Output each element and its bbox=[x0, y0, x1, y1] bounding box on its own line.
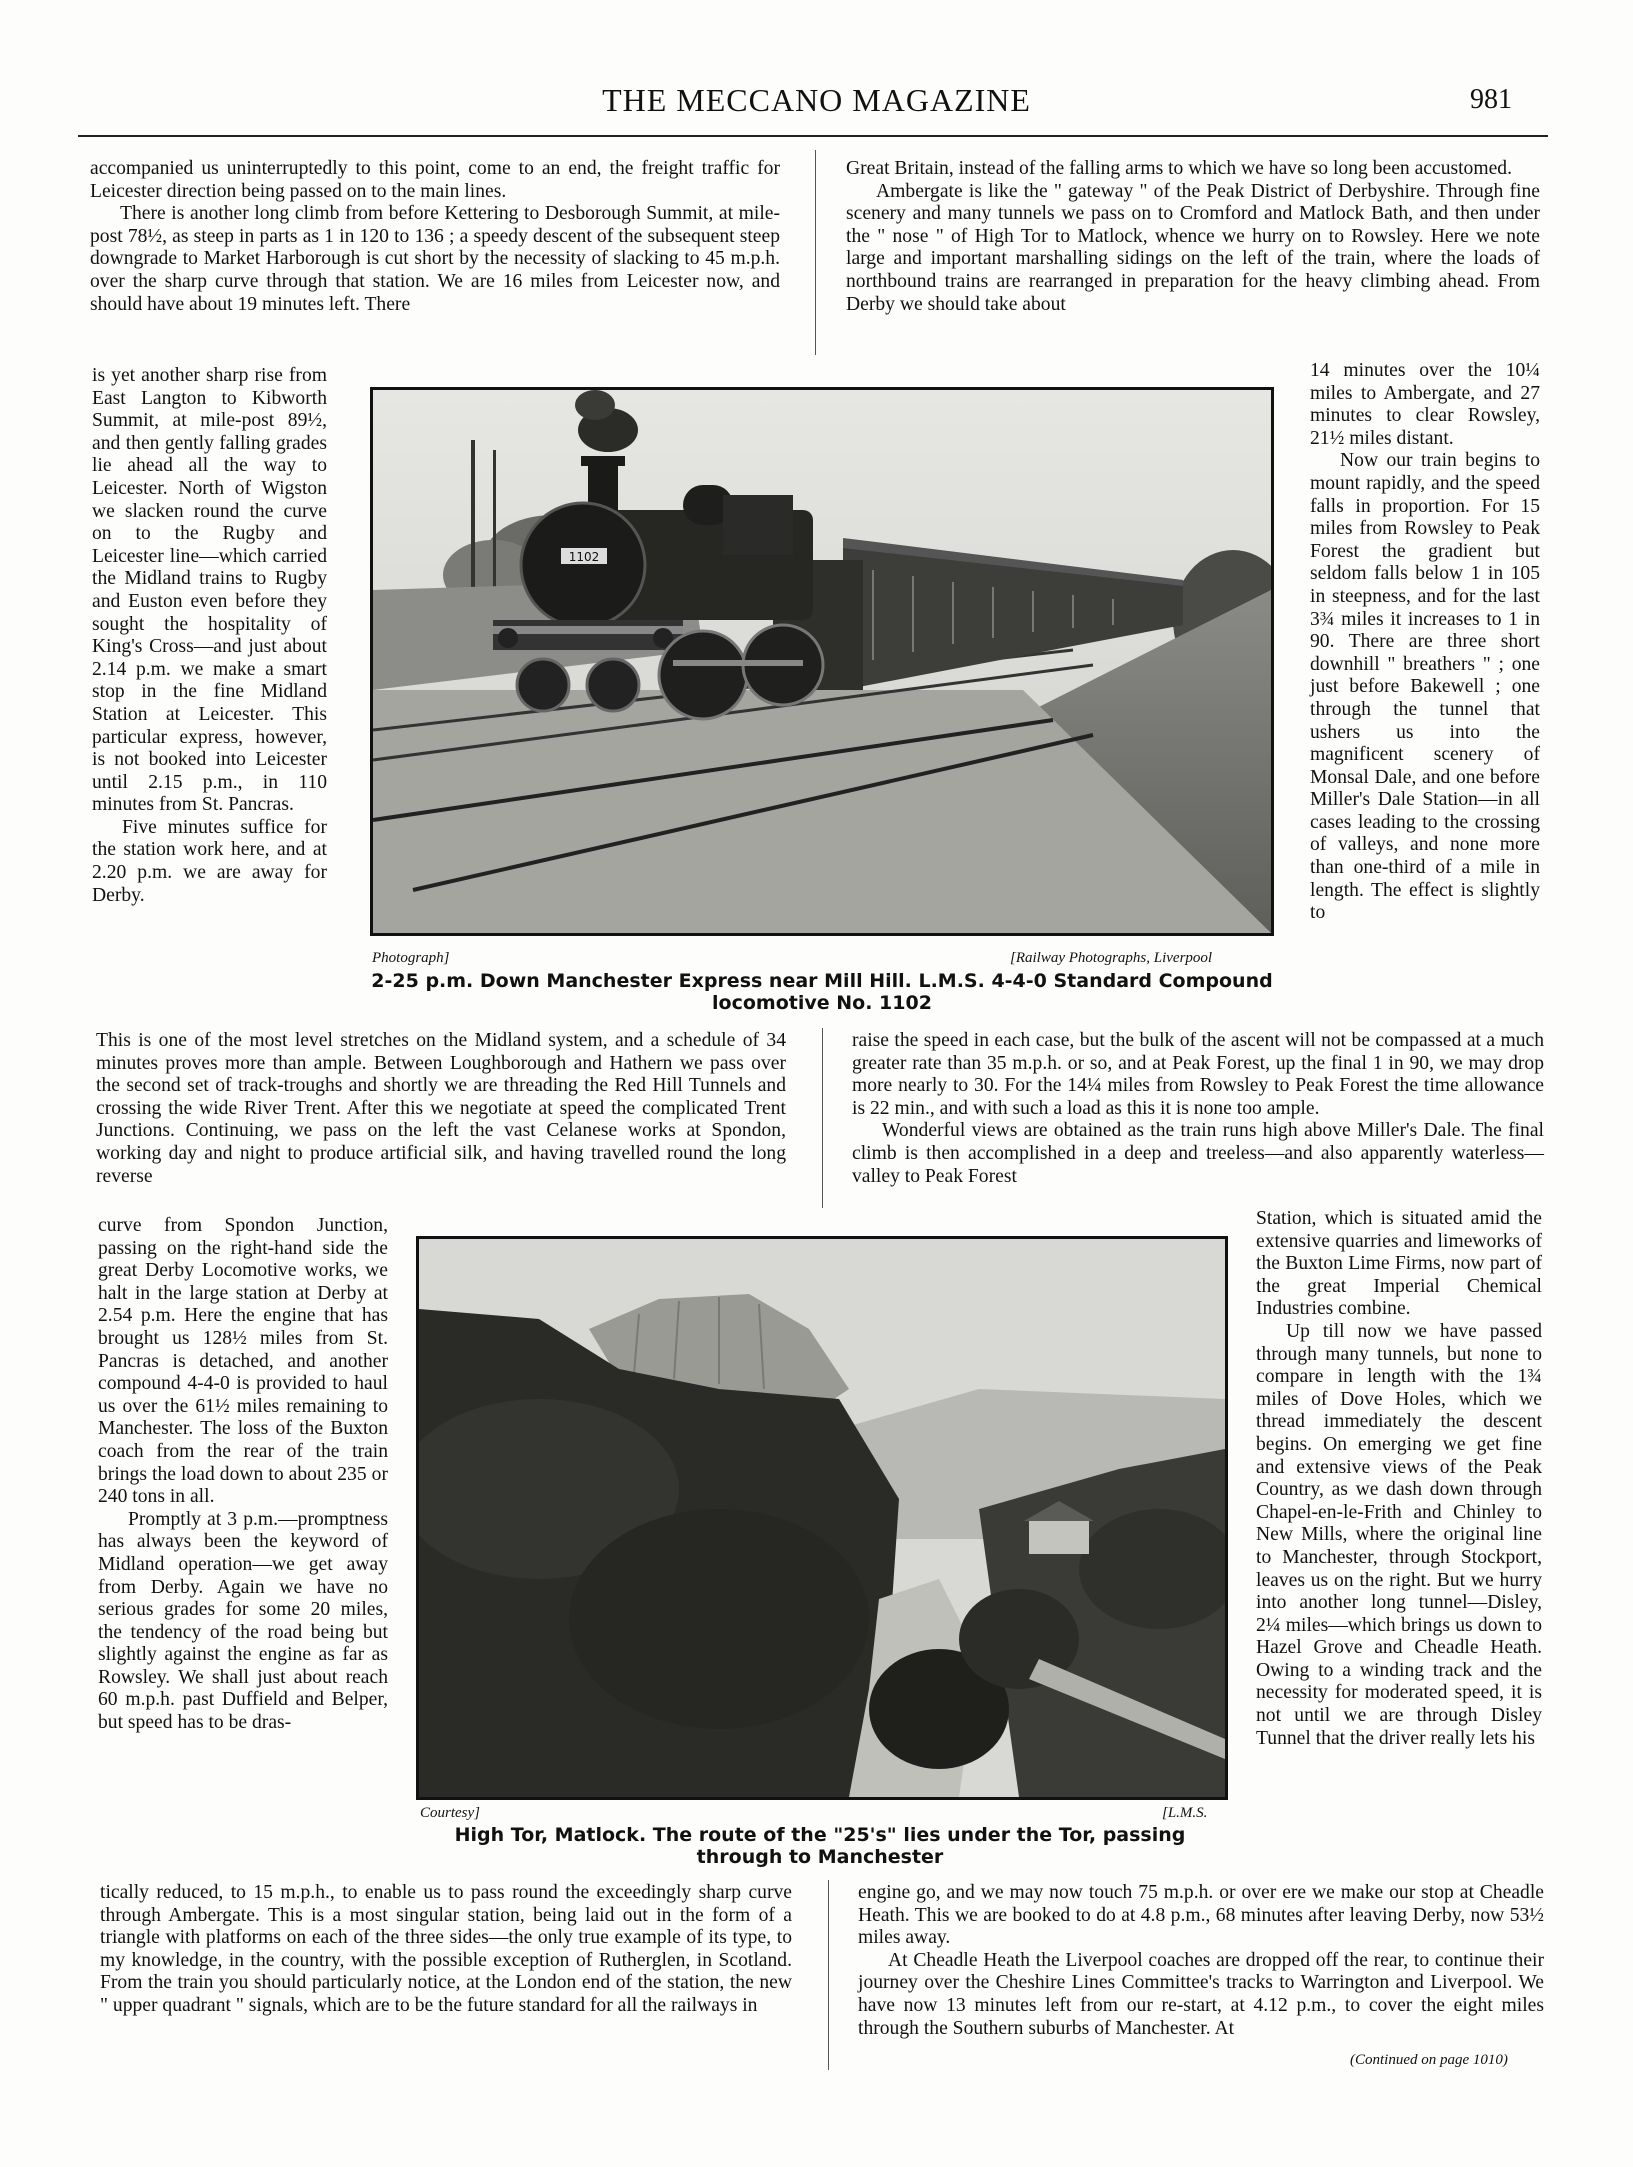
photo-caption: 2-25 p.m. Down Manchester Express near Mill Hill. L.M.S. 4-4-0 Standard Compound locomotive No. 1102 bbox=[371, 970, 1273, 1014]
paragraph: is yet another sharp rise from East Langton to Kibworth Summit, at mile-post 89½, and then gently falling grades lie ahead all the way to Leicester. North of Wigston we slacken round the curve on to the Rugby and Leicester line—which carried the Midland trains to Rugby and Euston even before they sought the hospitality of King's Cross—and just about 2.14 p.m. we make a smart stop in the fine Midland Station at Leicester. This particular express, however, is not booked into Leicester until 2.15 p.m., in 110 minutes from St. Pancras. bbox=[92, 365, 327, 816]
left-column-middle bbox=[96, 1030, 786, 1188]
locomotive-illustration bbox=[373, 390, 1271, 933]
paragraph: At Cheadle Heath the Liverpool coaches are dropped off the rear, to continue their journey over the Cheshire Lines Committee's tracks to Warrington and Liverpool. We have now 13 minutes left from our re-start, at 4.12 p.m., to cover the eight miles through the Southern suburbs of Manchester. At bbox=[858, 1949, 1544, 2039]
paragraph: Promptly at 3 p.m.—promptness has always been the keyword of Midland operation—we get away from Derby. Again we have no serious grades for some 20 miles, the tendency of the road being but slightly against the engine as far as Rowsley. We shall just about reach 60 m.p.h. past Duffield and Belper, but speed has to be dras- bbox=[98, 1508, 388, 1734]
high-tor-illustration bbox=[419, 1239, 1225, 1797]
paragraph: curve from Spondon Junction, passing on the right-hand side the great Derby Locomotive works, we halt in the large station at Derby at 2.54 p.m. Here the engine that has brought us 128½ miles from St. Pancras is detached, and another compound 4-4-0 is provided to haul us over the 61½ miles remaining to Manchester. The loss of the Buxton coach from the rear of the train brings the load down to about 235 or 240 tons in all. bbox=[98, 1215, 388, 1508]
paragraph: There is another long climb from before Kettering to Desborough Summit, at mile-post 78½, as steep in parts as 1 in 120 to 136 ; a speedy descent of the subsequent steep downgrade to Market Harborough is cut short by the necessity of slacking to 45 m.p.h. over the sharp curve through that station. We are 16 miles from Leicester now, and should have about 19 minutes left. There bbox=[90, 203, 780, 315]
paragraph: Wonderful views are obtained as the train runs high above Miller's Dale. The final climb is then accomplished in a deep and treeless—and also apparently waterless—valley to Peak Forest bbox=[852, 1120, 1544, 1187]
high-tor-photograph bbox=[416, 1236, 1228, 1800]
left-column-bottom bbox=[100, 1882, 792, 2018]
photo-credit-left: Courtesy] bbox=[420, 1805, 480, 1821]
paragraph: Five minutes suffice for the station work here, and at 2.20 p.m. we are away for Derby. bbox=[92, 816, 327, 906]
right-narrow-column-1 bbox=[1310, 360, 1540, 925]
photo-caption: High Tor, Matlock. The route of the "25's" lies under the Tor, passing through to Manchester bbox=[454, 1824, 1186, 1868]
paragraph: 14 minutes over the 10¼ miles to Ambergate, and 27 minutes to clear Rowsley, 21½ miles distant. bbox=[1310, 360, 1540, 449]
right-column-bottom bbox=[858, 1882, 1544, 2040]
paragraph: This is one of the most level stretches on the Midland system, and a schedule of 34 minutes proves more than ample. Between Loughborough and Hathern we pass over the second set of track-troughs and shortly we are threading the Red Hill Tunnels and crossing the wide River Trent. After this we negotiate at speed the complicated Trent Junctions. Continuing, we pass on the left the vast Celanese works at Spondon, working day and night to produce artificial silk, and having travelled round the long reverse bbox=[96, 1030, 786, 1187]
column-divider bbox=[822, 1028, 823, 1208]
column-divider bbox=[828, 1880, 829, 2070]
photo-credit-left: Photograph] bbox=[372, 950, 450, 966]
paragraph: engine go, and we may now touch 75 m.p.h. or over ere we make our stop at Cheadle Heath. This we are booked to do at 4.8 p.m., 68 minutes after leaving Derby, now 53½ miles away. bbox=[858, 1882, 1544, 1949]
left-narrow-column-1 bbox=[92, 365, 327, 907]
left-narrow-column-2 bbox=[98, 1215, 388, 1735]
paragraph: tically reduced, to 15 m.p.h., to enable us to pass round the exceedingly sharp curve through Ambergate. This is a most singular station, being laid out in the form of a triangle with platforms on each of the three sides—the only true example of its type, to my knowledge, in the country, with the possible exception of Rutherglen, in Scotland. From the train you should particularly notice, at the London end of the station, the new " upper quadrant " signals, which are to be the future standard for all the railways in bbox=[100, 1882, 792, 2016]
paragraph: raise the speed in each case, but the bulk of the ascent will not be compassed at a much greater rate than 35 m.p.h. or so, and at Peak Forest, up the final 1 in 90, we may drop more nearly to 30. For the 14¼ miles from Rowsley to Peak Forest the time allowance is 22 min., and with such a load as this it is none too ample. bbox=[852, 1030, 1544, 1119]
paragraph: Great Britain, instead of the falling arms to which we have so long been accustomed. bbox=[846, 158, 1512, 179]
photo-credit-right: [L.M.S. bbox=[1162, 1805, 1208, 1821]
photo-credit-right: [Railway Photographs, Liverpool bbox=[1010, 950, 1213, 966]
paragraph: Now our train begins to mount rapidly, and the speed falls in proportion. For 15 miles from Rowsley to Peak Forest the gradient but seldom falls below 1 in 105 in steepness, and for the last 3¾ miles it increases to 1 in 90. There are three short downhill " breathers " ; one just before Bakewell ; one through the tunnel that ushers us into the magnificent scenery of Monsal Dale, and one before Miller's Dale Station—in all cases leading to the crossing of valleys, and none more than one-third of a mile in length. The effect is slightly to bbox=[1310, 450, 1540, 924]
paragraph: Ambergate is like the " gateway " of the Peak District of Derbyshire. Through fine scenery and many tunnels we pass on to Cromford and Matlock Bath, and then under the " nose " of High Tor to Matlock, whence we hurry on to Rowsley. Here we note large and important marshalling sidings on the left of the train, where the loads of northbound trains are rearranged in preparation for the heavy climbing ahead. From Derby we should take about bbox=[846, 180, 1540, 315]
loco-number-plate: 1102 bbox=[568, 550, 600, 564]
continued-note: (Continued on page 1010) bbox=[1350, 2052, 1508, 2068]
header-rule bbox=[78, 135, 1548, 137]
page-number: 981 bbox=[1470, 84, 1512, 115]
right-column-top bbox=[846, 158, 1540, 316]
magazine-title: THE MECCANO MAGAZINE bbox=[602, 82, 1031, 118]
paragraph: Up till now we have passed through many tunnels, but none to compare in length with the 1¾ miles of Dove Holes, which we thread immediately the descent begins. On emerging we get fine and extensive views of the Peak Country, as we dash down through Chapel-en-le-Frith and Chinley to New Mills, where the original line to Manchester, through Stockport, leaves us on the right. But we hurry into another long tunnel—Disley, 2¼ miles—which brings us down to Hazel Grove and Cheadle Heath. Owing to a winding track and the necessity for moderated speed, it is not until we are through Disley Tunnel that the driver really lets his bbox=[1256, 1320, 1542, 1749]
right-narrow-column-2 bbox=[1256, 1208, 1542, 1750]
locomotive-photograph bbox=[370, 387, 1274, 936]
paragraph: Station, which is situated amid the extensive quarries and limeworks of the Buxton Lime Firms, now part of the great Imperial Chemical Industries combine. bbox=[1256, 1208, 1542, 1320]
right-column-middle bbox=[852, 1030, 1544, 1188]
left-column-top bbox=[90, 158, 780, 316]
column-divider bbox=[815, 150, 816, 355]
paragraph: accompanied us uninterruptedly to this point, come to an end, the freight traffic for Leicester direction being passed on to the main lines. bbox=[90, 158, 780, 202]
